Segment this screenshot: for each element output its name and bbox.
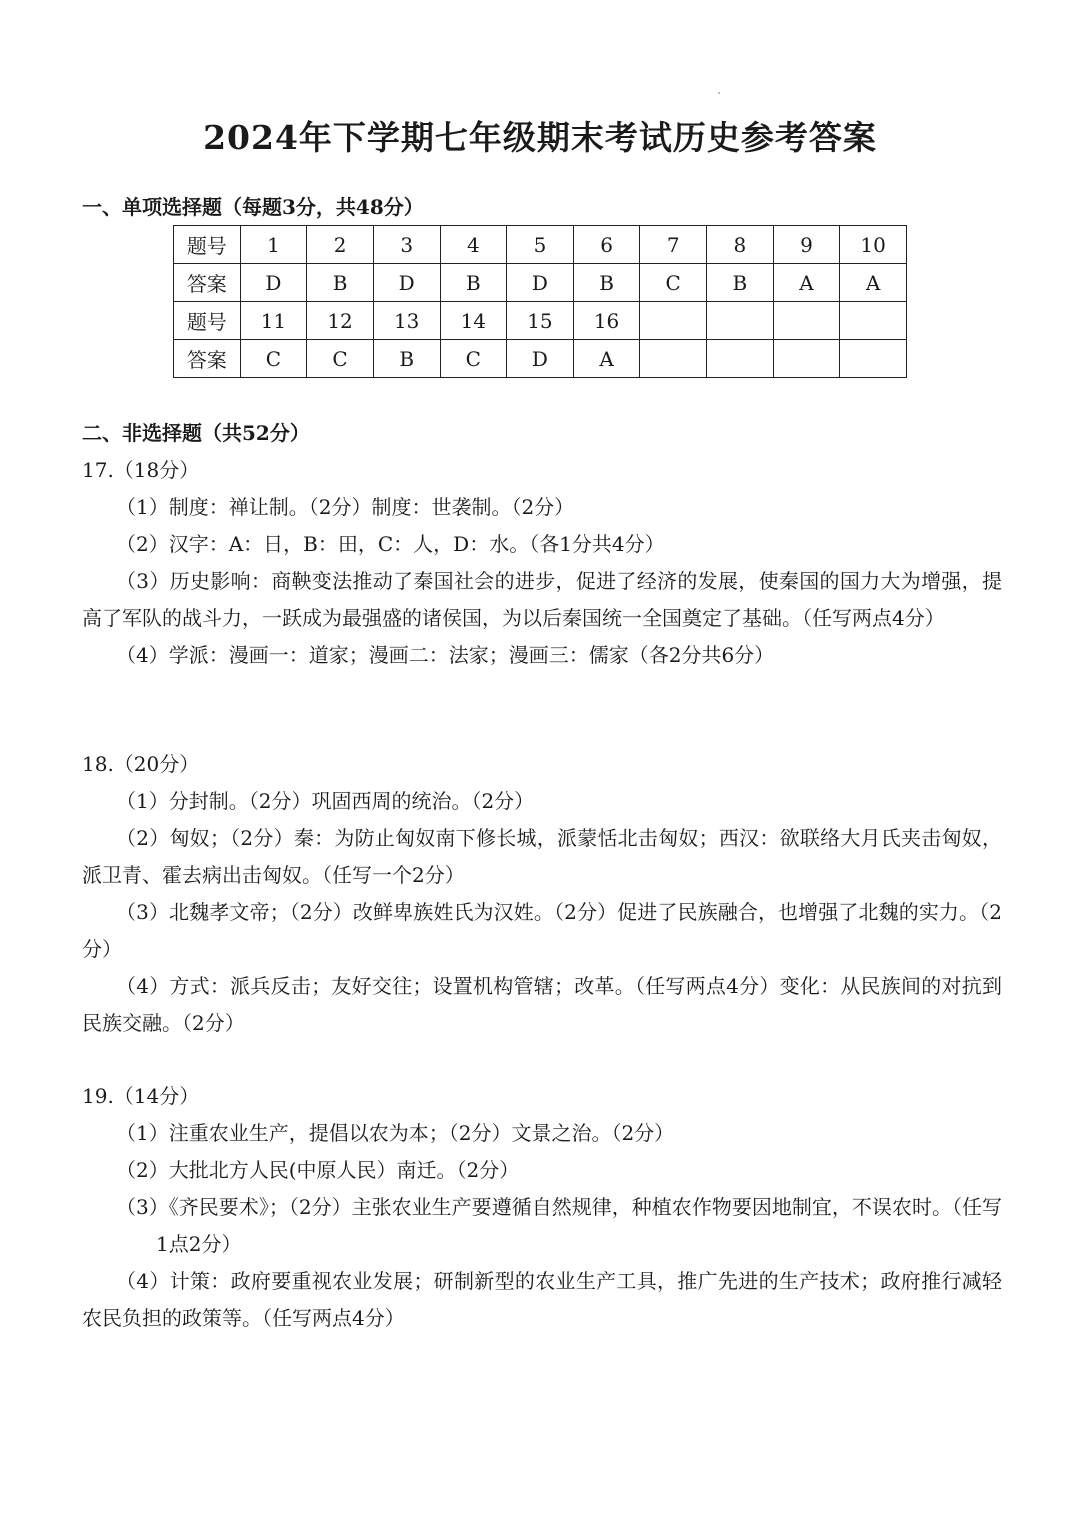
answer-cell: B [707, 264, 774, 302]
section2-heading: 二、非选择题（共52分） [82, 421, 310, 445]
answer-cell: C [307, 340, 374, 378]
question-17-header: 17.（18分） [82, 458, 200, 482]
question-18-part-2: （2）匈奴；（2分）秦：为防止匈奴南下修长城，派蒙恬北击匈奴；西汉：欲联络大月氏夹击匈奴，派卫青、霍去病出击匈奴。（任写一个2分） [82, 826, 1002, 887]
row-label-answer: 答案 [174, 264, 241, 302]
answer-cell: B [307, 264, 374, 302]
question-number-cell: 9 [773, 226, 840, 264]
question-number-cell [773, 302, 840, 340]
row-label-question-number: 题号 [174, 302, 241, 340]
table-row-numbers-2 [174, 302, 907, 340]
answer-cell: B [573, 264, 640, 302]
answer-cell: D [507, 264, 574, 302]
question-17-part-4: （4）学派：漫画一：道家；漫画二：法家；漫画三：儒家（各2分共6分） [116, 643, 775, 667]
question-number-cell: 6 [573, 226, 640, 264]
question-number-cell: 12 [307, 302, 374, 340]
question-18-part-3: （3）北魏孝文帝；（2分）改鲜卑族姓氏为汉姓。（2分）促进了民族融合，也增强了北魏的实力。（2分） [82, 900, 1002, 961]
question-18-part-4: （4）方式：派兵反击；友好交往；设置机构管辖；改革。（任写两点4分）变化：从民族间的对抗到民族交融。（2分） [82, 974, 1002, 1035]
question-number-cell: 15 [507, 302, 574, 340]
question-19-header: 19.（14分） [82, 1084, 200, 1108]
answer-cell: A [773, 264, 840, 302]
answer-cell: C [640, 264, 707, 302]
answer-cell: A [573, 340, 640, 378]
answer-cell: D [240, 264, 307, 302]
page-title: 2024年下学期七年级期末考试历史参考答案 [203, 118, 877, 157]
question-number-cell [707, 302, 774, 340]
answer-cell [840, 340, 907, 378]
scan-speck [718, 92, 720, 94]
question-number-cell: 16 [573, 302, 640, 340]
question-number-cell: 11 [240, 302, 307, 340]
question-number-cell: 4 [440, 226, 507, 264]
answer-cell: B [373, 340, 440, 378]
question-number-cell: 5 [507, 226, 574, 264]
question-number-cell: 7 [640, 226, 707, 264]
row-label-question-number: 题号 [174, 226, 241, 264]
question-17 [82, 452, 1002, 674]
question-number-cell [840, 302, 907, 340]
answer-table [173, 225, 907, 378]
answer-cell: A [840, 264, 907, 302]
question-17-part-3: （3）历史影响：商鞅变法推动了秦国社会的进步，促进了经济的发展，使秦国的国力大为增强，提高了军队的战斗力，一跃成为最强盛的诸侯国，为以后秦国统一全国奠定了基础。（任写两点4分） [82, 569, 1002, 630]
question-18-part-1: （1）分封制。（2分）巩固西周的统治。（2分） [116, 789, 535, 813]
answer-cell: D [373, 264, 440, 302]
question-18 [82, 746, 1002, 1042]
row-label-answer: 答案 [174, 340, 241, 378]
question-number-cell: 3 [373, 226, 440, 264]
answer-cell: B [440, 264, 507, 302]
table-row-answers-1 [174, 264, 907, 302]
question-number-cell: 1 [240, 226, 307, 264]
table-row-answers-2 [174, 340, 907, 378]
table-row-numbers-1 [174, 226, 907, 264]
question-19-part-3: （3）《齐民要术》；（2分）主张农业生产要遵循自然规律，种植农作物要因地制宜，不误农时。（任写1点2分） [116, 1195, 1002, 1256]
question-19 [82, 1078, 1002, 1337]
question-19-part-2: （2）大批北方人民(中原人民）南迁。（2分） [116, 1158, 520, 1182]
question-number-cell: 8 [707, 226, 774, 264]
answer-cell: C [240, 340, 307, 378]
answer-cell [707, 340, 774, 378]
answer-cell [773, 340, 840, 378]
question-19-part-4: （4）计策：政府要重视农业发展；研制新型的农业生产工具，推广先进的生产技术；政府推行减轻农民负担的政策等。（任写两点4分） [82, 1269, 1002, 1330]
question-18-header: 18.（20分） [82, 752, 200, 776]
section1-heading: 一、单项选择题（每题3分，共48分） [82, 195, 424, 219]
question-number-cell [640, 302, 707, 340]
question-number-cell: 10 [840, 226, 907, 264]
question-17-part-1: （1）制度：禅让制。（2分）制度：世袭制。（2分） [116, 495, 575, 519]
answer-cell: C [440, 340, 507, 378]
question-number-cell: 2 [307, 226, 374, 264]
question-17-part-2: （2）汉字：A：日，B：田，C：人，D：水。（各1分共4分） [116, 532, 665, 556]
question-number-cell: 14 [440, 302, 507, 340]
question-number-cell: 13 [373, 302, 440, 340]
answer-cell [640, 340, 707, 378]
question-19-part-1: （1）注重农业生产，提倡以农为本；（2分）文景之治。（2分） [116, 1121, 675, 1145]
answer-cell: D [507, 340, 574, 378]
